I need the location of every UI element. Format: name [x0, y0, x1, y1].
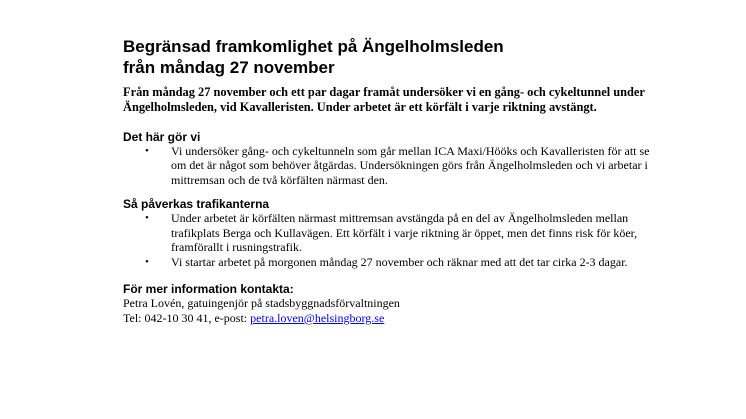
- bullet-icon: •: [145, 255, 149, 268]
- list-item: [123, 144, 663, 188]
- section-heading-traffic-impact: Så påverkas trafikanterna: [123, 197, 270, 212]
- list-item-text: Vi startar arbetet på morgonen måndag 27 november och räknar med att det tar cirka 2-3 dagar.: [171, 254, 628, 269]
- contact-phone: Tel: 042-10 30 41, e-post:: [123, 310, 251, 325]
- contact-heading: För mer information kontakta:: [123, 282, 294, 297]
- title-line-1: Begränsad framkomlighet på Ängelholmsleden: [123, 37, 504, 56]
- list-item-text: Vi undersöker gång- och cykeltunneln som går mellan ICA Maxi/Hööks och Kavalleristen för att se om det är något som behöver åtgärdas. Undersökningen görs från Ängelholmsleden och vi arbetar i mittremsan och de två körfälten närmast den.: [171, 143, 650, 187]
- title-line-2: från måndag 27 november: [123, 58, 335, 77]
- lead-paragraph: Från måndag 27 november och ett par dagar framåt undersöker vi en gång- och cykeltunnel under Ängelholmsleden, vid Kavalleristen. Under arbetet är ett körfält i varje riktning avstängt.: [123, 85, 645, 115]
- section-what-we-do-list: [123, 144, 663, 188]
- section-heading-what-we-do: Det här gör vi: [123, 129, 201, 144]
- contact-email-link[interactable]: petra.loven@helsingborg.se: [250, 310, 385, 325]
- list-item-text: Under arbetet är körfälten närmast mittremsan avstängda på en del av Ängelholmsleden mellan trafikplats Berga och Kullavägen. Ett körfält i varje riktning är öppet, men det finns risk för köer, framförallt i rusningstrafik.: [171, 211, 638, 255]
- contact-name: Petra Lovén, gatuingenjör på stadsbyggnadsförvaltningen: [123, 296, 400, 311]
- bullet-icon: •: [145, 144, 149, 157]
- section-traffic-impact-list: [123, 211, 663, 269]
- document-page: [123, 36, 663, 325]
- bullet-icon: •: [145, 212, 149, 225]
- list-item: [123, 211, 663, 255]
- list-item: [123, 255, 663, 270]
- contact-block: [123, 296, 663, 325]
- document-title: [123, 36, 663, 78]
